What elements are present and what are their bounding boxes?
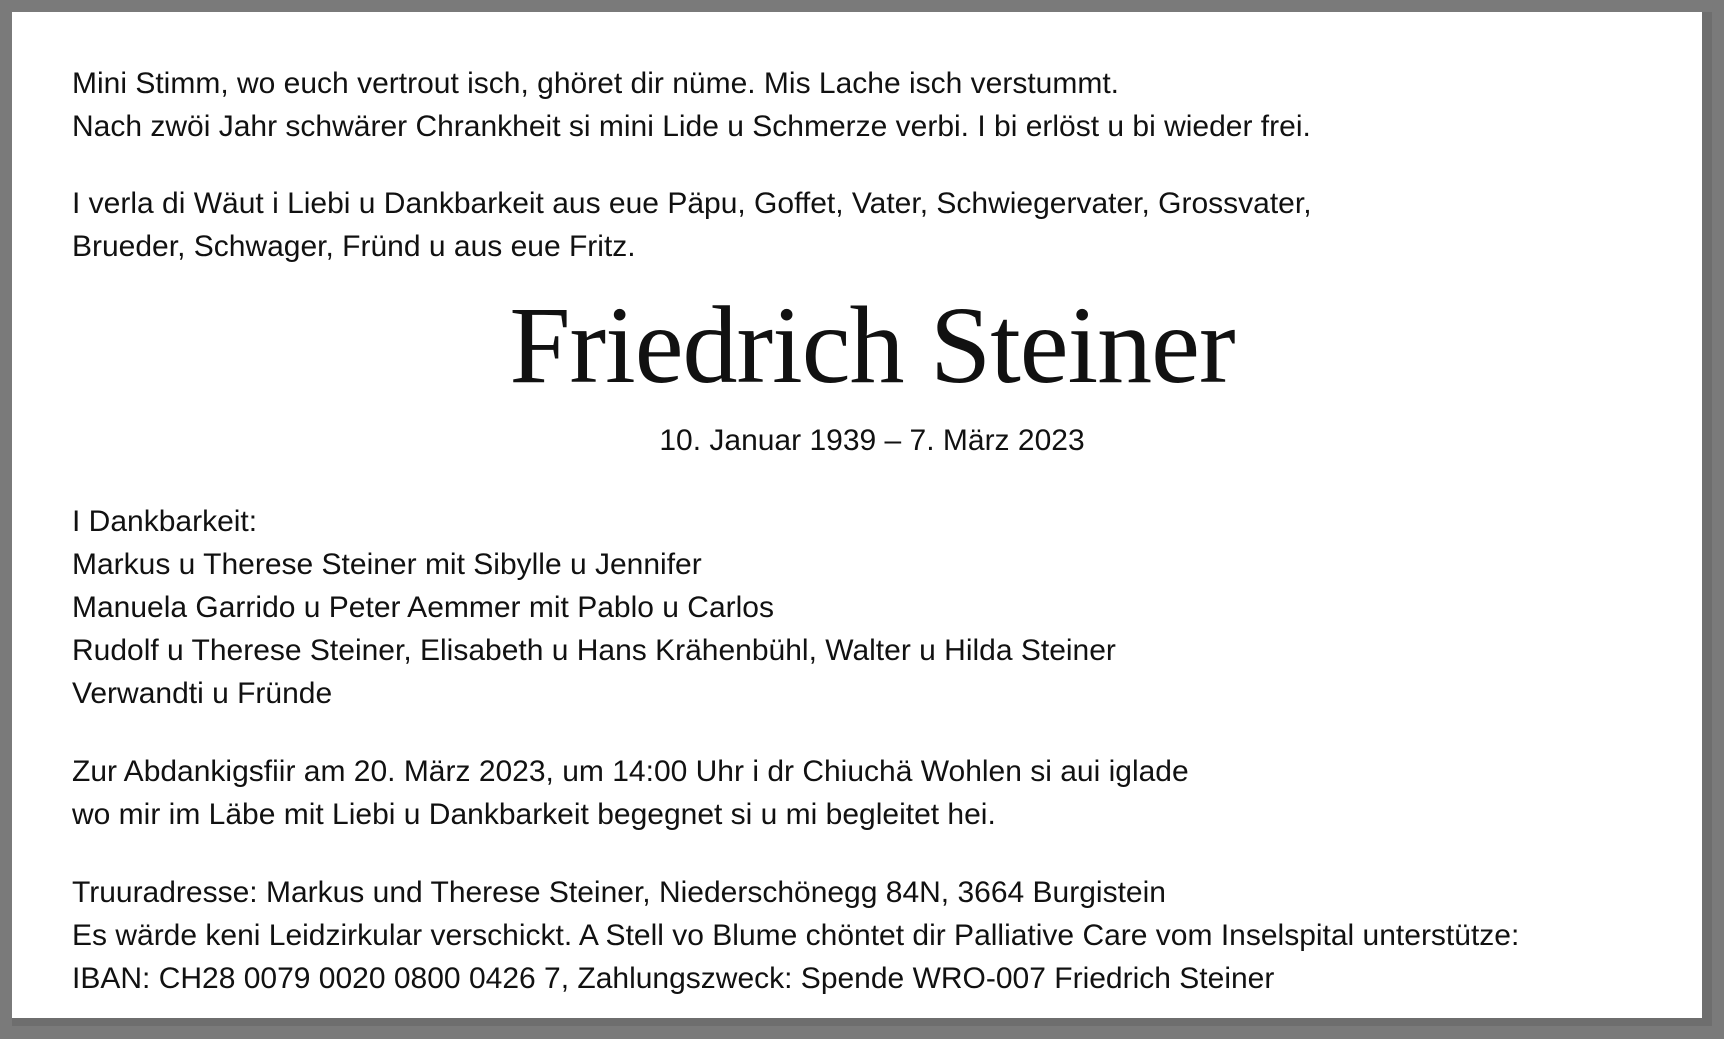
invitation-line: wo mir im Läbe mit Liebi u Dankbarkeit begegnet si u mi begleitet hei. bbox=[72, 798, 996, 831]
notice-content bbox=[72, 62, 1672, 995]
obituary-notice bbox=[12, 12, 1712, 1026]
iban-line: IBAN: CH28 0079 0020 0800 0426 7, Zahlungszweck: Spende WRO-007 Friedrich Steiner bbox=[72, 962, 1275, 995]
address-paragraph bbox=[72, 871, 1519, 1000]
mourner-line: Manuela Garrido u Peter Aemmer mit Pablo u Carlos bbox=[72, 591, 774, 624]
intro-line: Nach zwöi Jahr schwärer Chrankheit si mini Lide u Schmerze verbi. I bi erlöst u bi wieder frei. bbox=[72, 110, 1311, 143]
invitation-line: Zur Abdankigsfiir am 20. März 2023, um 14:00 Uhr i dr Chiuchä Wohlen si aui iglade bbox=[72, 755, 1189, 788]
intro-line: Mini Stimm, wo euch vertrout isch, ghöret dir nüme. Mis Lache isch verstummt. bbox=[72, 67, 1120, 100]
mourner-line: Rudolf u Therese Steiner, Elisabeth u Hans Krähenbühl, Walter u Hilda Steiner bbox=[72, 634, 1116, 667]
deceased-name: Friedrich Steiner bbox=[509, 284, 1235, 406]
mourner-line: Markus u Therese Steiner mit Sibylle u Jennifer bbox=[72, 548, 702, 581]
thanks-heading: I Dankbarkeit: bbox=[72, 505, 258, 538]
mourner-line: Verwandti u Fründe bbox=[72, 677, 333, 710]
farewell-paragraph bbox=[72, 182, 1672, 268]
invitation-paragraph bbox=[72, 750, 1189, 836]
mourning-address: Truuradresse: Markus und Therese Steiner, Niederschönegg 84N, 3664 Burgistein bbox=[72, 876, 1166, 909]
farewell-line: I verla di Wäut i Liebi u Dankbarkeit aus eue Päpu, Goffet, Vater, Schwiegervater, Grossvater, bbox=[72, 187, 1312, 220]
life-dates: 10. Januar 1939 – 7. März 2023 bbox=[659, 424, 1085, 457]
farewell-line: Brueder, Schwager, Fründ u aus eue Fritz. bbox=[72, 230, 636, 263]
donation-note: Es wärde keni Leidzirkular verschickt. A Stell vo Blume chöntet dir Palliative Care vom Inselspital unterstütze: bbox=[72, 919, 1520, 952]
intro-paragraph bbox=[72, 62, 1672, 148]
thanks-paragraph bbox=[72, 500, 1116, 715]
